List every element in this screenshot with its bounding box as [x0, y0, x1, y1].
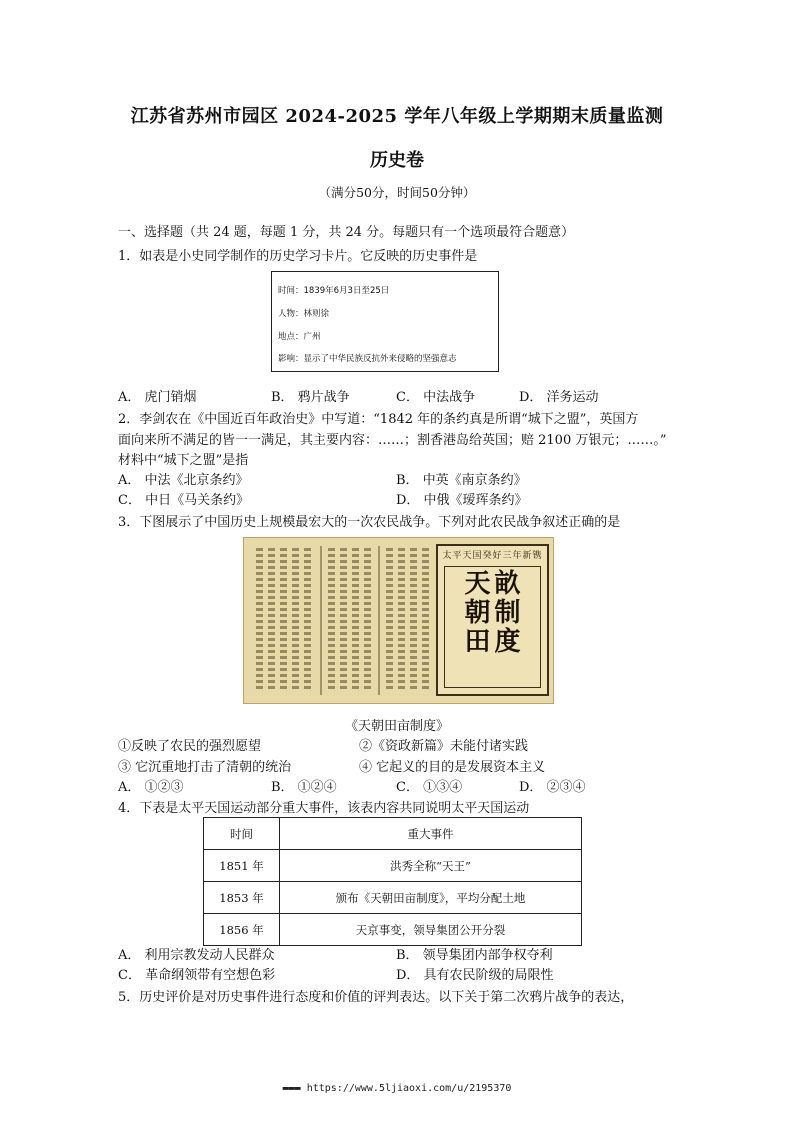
q3-statement-1: ①反映了农民的强烈愿望 — [118, 739, 262, 754]
table-row — [204, 882, 582, 914]
card-place: 地点：广州 — [278, 332, 321, 342]
q2-option-a[interactable]: A． 中法《北京条约》 — [118, 473, 249, 488]
cover-top-text: 太平天国癸好三年新镌 — [442, 551, 543, 561]
table-cell-event: 洪秀全称“天王” — [280, 850, 582, 882]
document-cover — [436, 544, 549, 696]
card-person: 人物：林则徐 — [278, 309, 330, 319]
q3-statement-4: ④ 它起义的目的是发展资本主义 — [359, 760, 546, 775]
question-2-line-2: 面向来所不满足的皆一一满足，其主要内容：……；割香港岛给英国；赔 2100 万银元；……。” — [118, 433, 667, 448]
table-header-row — [204, 818, 582, 850]
q3-statement-2: ②《资政新篇》未能付诸实践 — [359, 739, 529, 754]
q3-option-b[interactable]: B． ①②④ — [271, 780, 337, 795]
exam-subject: 历史卷 — [370, 150, 424, 171]
cover-char: 畝 — [494, 569, 521, 599]
q3-statement-3: ③ 它沉重地打击了清朝的统治 — [118, 760, 292, 775]
events-table — [203, 817, 582, 946]
question-3-stem: 3．下图展示了中国历史上规模最宏大的一次农民战争。下列对此农民战争叙述正确的是 — [118, 515, 621, 530]
q4-option-c[interactable]: C． 革命纲领带有空想色彩 — [118, 968, 276, 983]
exam-note: （满分50分，时间50分钟） — [318, 185, 476, 200]
table-cell-year: 1856 年 — [204, 914, 280, 946]
cover-char: 天 — [464, 569, 491, 599]
section-heading: 一、选择题（共 24 题，每题 1 分，共 24 分。每题只有一个选项最符合题意） — [118, 225, 575, 240]
tianchao-document-image — [243, 537, 554, 704]
table-header-time: 时间 — [204, 818, 280, 850]
cover-char: 度 — [494, 627, 521, 657]
q1-option-d[interactable]: D． 洋务运动 — [519, 390, 599, 405]
q3-option-d[interactable]: D． ②③④ — [519, 780, 586, 795]
q4-option-a[interactable]: A． 利用宗教发动人民群众 — [118, 948, 275, 963]
q3-option-a[interactable]: A． ①②③ — [118, 780, 184, 795]
card-time: 时间：1839年6月3日至25日 — [278, 286, 390, 296]
q2-option-b[interactable]: B． 中英《南京条约》 — [396, 473, 527, 488]
q4-option-d[interactable]: D． 具有农民阶级的局限性 — [396, 968, 554, 983]
q1-option-a[interactable]: A． 虎门销烟 — [118, 390, 197, 405]
table-row — [204, 850, 582, 882]
table-row — [204, 914, 582, 946]
cover-title — [445, 570, 540, 657]
cover-char: 朝 — [464, 598, 491, 628]
q2-option-d[interactable]: D． 中俄《瑷珲条约》 — [396, 493, 528, 508]
question-2-line-3: 材料中“城下之盟”是指 — [118, 453, 249, 468]
exam-title: 江苏省苏州市园区 2024-2025 学年八年级上学期期末质量监测 — [130, 106, 664, 127]
card-impact: 影响：显示了中华民族反抗外来侵略的坚强意志 — [278, 354, 457, 364]
question-4-stem: 4．下表是太平天国运动部分重大事件，该表内容共同说明太平天国运动 — [118, 801, 530, 816]
q1-option-c[interactable]: C． 中法战争 — [396, 390, 476, 405]
cover-char: 制 — [494, 598, 521, 628]
image-caption: 《天朝田亩制度》 — [344, 719, 449, 734]
question-5-stem: 5．历史评价是对历史事件进行态度和价值的评判表达。以下关于第二次鸦片战争的表达， — [118, 990, 634, 1005]
table-cell-year: 1853 年 — [204, 882, 280, 914]
table-header-event: 重大事件 — [280, 818, 582, 850]
table-cell-year: 1851 年 — [204, 850, 280, 882]
question-2-line-1: 2．李剑农在《中国近百年政治史》中写道：“1842 年的条约真是所谓“城下之盟”，英国方 — [118, 412, 639, 427]
footer-watermark-link[interactable]: ▬▬▬ https://www.5ljiaoxi.com/u/2195370 — [282, 1083, 512, 1094]
table-cell-event: 颁布《天朝田亩制度》，平均分配土地 — [280, 882, 582, 914]
q4-option-b[interactable]: B． 领导集团内部争权夺利 — [396, 948, 553, 963]
table-cell-event: 天京事变，领导集团公开分裂 — [280, 914, 582, 946]
q2-option-c[interactable]: C． 中日《马关条约》 — [118, 493, 250, 508]
question-1-stem: 1．如表是小史同学制作的历史学习卡片。它反映的历史事件是 — [118, 249, 478, 264]
cover-char: 田 — [464, 627, 491, 657]
q3-option-c[interactable]: C． ①③④ — [396, 780, 463, 795]
history-card — [271, 271, 499, 372]
q1-option-b[interactable]: B． 鸦片战争 — [271, 390, 350, 405]
